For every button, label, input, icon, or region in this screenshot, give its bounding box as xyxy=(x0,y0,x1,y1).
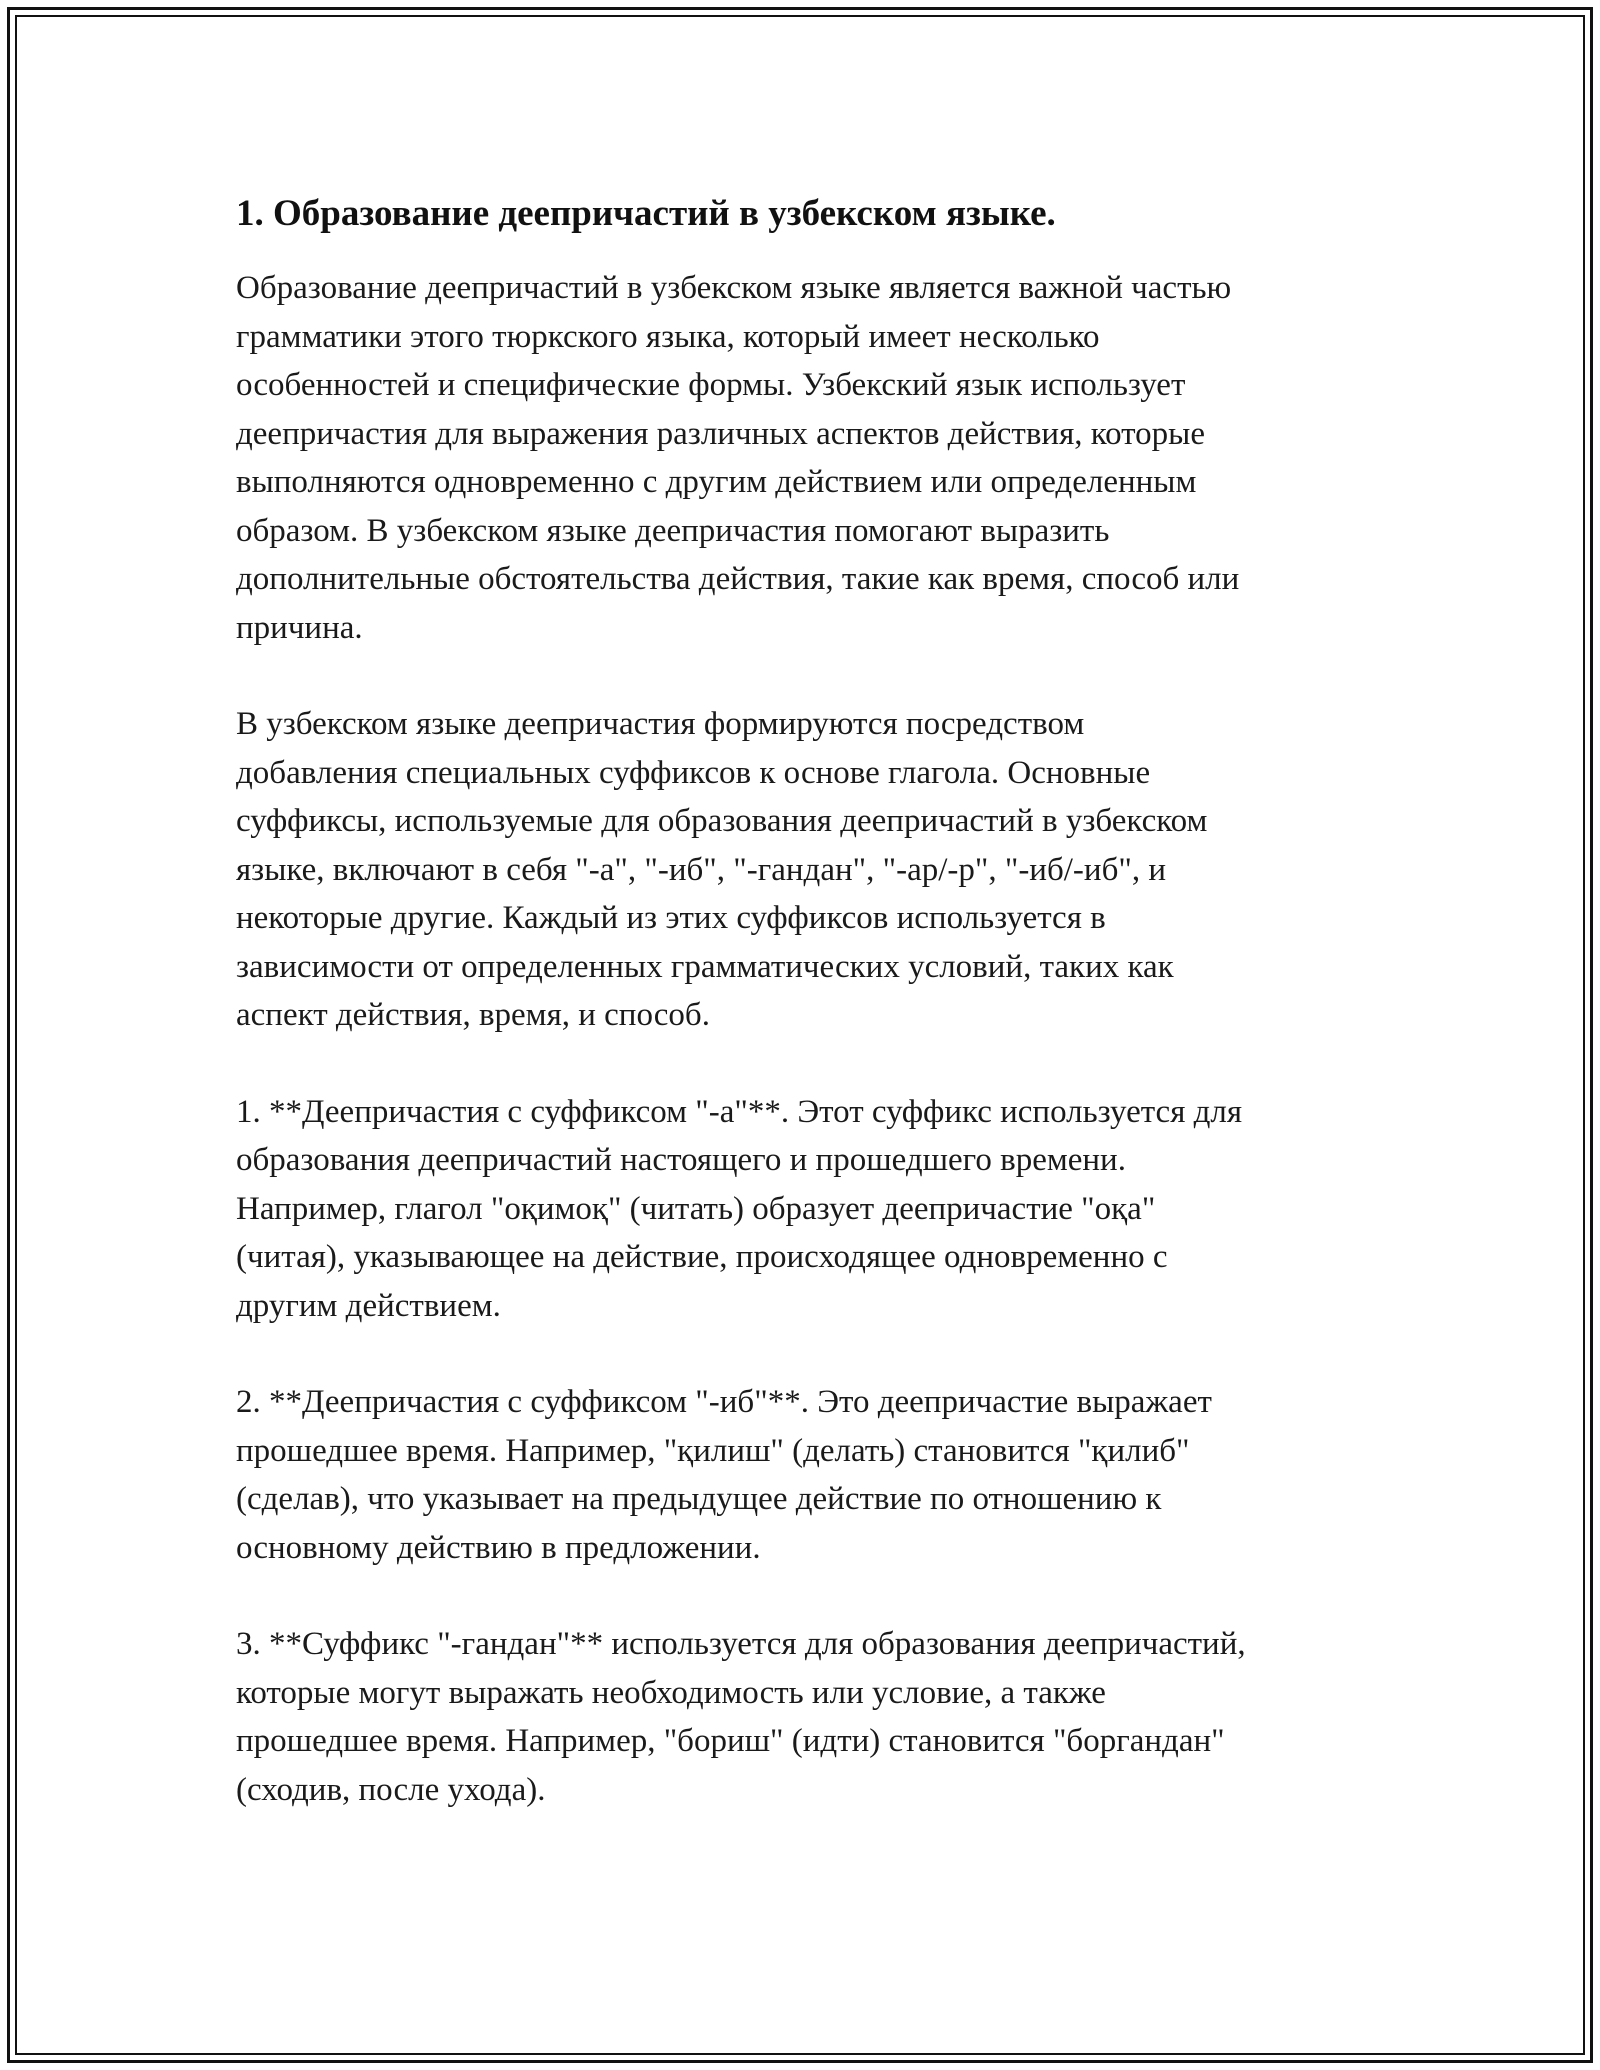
text-line: (сделав), что указывает на предыдущее действие по отношению к xyxy=(236,1481,1162,1517)
document-heading: 1. Образование деепричастий в узбекском языке. xyxy=(236,193,1056,234)
text-line: 2. **Деепричастия с суффиксом "-иб"**. Это деепричастие выражает xyxy=(236,1384,1212,1420)
text-line: образования деепричастий настоящего и прошедшего времени. xyxy=(236,1142,1126,1178)
document-page xyxy=(236,186,1376,1862)
text-line: некоторые другие. Каждый из этих суффиксов используется в xyxy=(236,900,1106,936)
text-line: (сходив, после ухода). xyxy=(236,1771,546,1808)
text-line: другим действием. xyxy=(236,1287,501,1324)
text-line: образом. В узбекском языке деепричастия помогают выразить xyxy=(236,512,1110,549)
text-line: зависимости от определенных грамматических условий, таких как xyxy=(236,948,1174,985)
paragraph-3 xyxy=(236,1088,1376,1331)
text-line: дополнительные обстоятельства действия, такие как время, способ или xyxy=(236,561,1240,597)
paragraph-4 xyxy=(236,1378,1376,1572)
text-line: причина. xyxy=(236,609,363,646)
text-line: 1. **Деепричастия с суффиксом "-а"**. Этот суффикс используется для xyxy=(236,1093,1243,1130)
text-line: грамматики этого тюркского языка, который имеет несколько xyxy=(236,318,1100,355)
text-line: выполняются одновременно с другим действием или определенным xyxy=(236,464,1197,500)
text-line: которые могут выражать необходимость или условие, а также xyxy=(236,1674,1106,1711)
paragraph-5 xyxy=(236,1620,1376,1814)
text-line: (читая), указывающее на действие, происходящее одновременно с xyxy=(236,1239,1168,1275)
text-line: суффиксы, используемые для образования деепричастий в узбекском xyxy=(236,803,1208,839)
text-line: 3. **Суффикс "-гандан"** используется для образования деепричастий, xyxy=(236,1626,1246,1662)
text-line: языке, включают в себя "-а", "-иб", "-гандан", "-ар/-р", "-иб/-иб", и xyxy=(236,851,1166,888)
paragraph-1 xyxy=(236,264,1376,652)
text-line: В узбекском языке деепричастия формируются посредством xyxy=(236,706,1085,742)
text-line: деепричастия для выражения различных аспектов действия, которые xyxy=(236,415,1205,452)
text-line: Например, глагол "оқимоқ" (читать) образует деепричастие "оқа" xyxy=(236,1190,1156,1227)
text-line: прошедшее время. Например, "бориш" (идти) становится "боргандан" xyxy=(236,1723,1225,1759)
text-line: основному действию в предложении. xyxy=(236,1529,761,1566)
text-line: Образование деепричастий в узбекском языке является важной частью xyxy=(236,270,1232,306)
text-line: прошедшее время. Например, "қилиш" (делать) становится "қилиб" xyxy=(236,1432,1190,1469)
text-line: добавления специальных суффиксов к основе глагола. Основные xyxy=(236,754,1151,791)
document-body xyxy=(236,264,1376,1814)
paragraph-2 xyxy=(236,700,1376,1040)
text-line: аспект действия, время, и способ. xyxy=(236,997,710,1033)
text-line: особенностей и специфические формы. Узбекский язык использует xyxy=(236,367,1186,403)
